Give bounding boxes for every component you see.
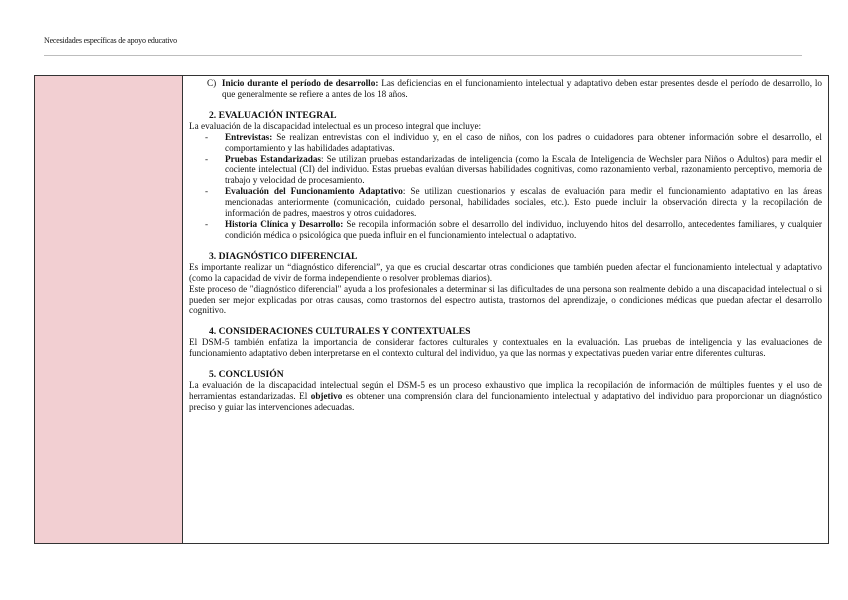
list-item-bold: Pruebas Estandarizadas <box>225 153 321 164</box>
section5-text-b: es obtener una comprensión clara del funcionamiento intelectual y adaptativo del individuo para proporcionar un diagnóstico preciso y guiar las intervenciones adecuadas. <box>189 391 822 412</box>
left-color-cell <box>35 76 183 543</box>
section3-title: 3. DIAGNÓSTICO DIFERENCIAL <box>209 250 358 262</box>
list-item-bold: Historia Clínica y Desarrollo: <box>225 218 344 229</box>
page-header-title: Necesidades específicas de apoyo educativo <box>44 36 177 45</box>
section5-bold: objetivo <box>310 391 343 402</box>
list-item <box>225 132 822 154</box>
section2-title: 2. EVALUACIÓN INTEGRAL <box>209 109 337 121</box>
item-c <box>189 78 822 100</box>
item-c-bold: Inicio durante el período de desarrollo: <box>221 78 379 88</box>
section3-paragraph-1: Es importante realizar un “diagnóstico diferencial”, ya que es crucial descartar otras condiciones que también pueden afectar el funcionamiento intelectual y adaptativo (como la capacidad de vivir de forma independiente o resolver problemas diarios). <box>189 261 822 283</box>
list-item <box>225 154 822 187</box>
list-item-text: Se realizan entrevistas con el individuo y, en el caso de niños, con los padres o cuidadores para obtener información sobre el desarrollo, el comportamiento y las habilidades adaptativas. <box>225 131 822 153</box>
item-c-prefix: C) <box>207 78 217 88</box>
list-item-text: : Se utilizan pruebas estandarizadas de inteligencia (como la Escala de Inteligencia de Wechsler para Niños o Adultos) para medir el cociente intelectual (CI) del individuo. Estas pruebas evalúan diversas habilidades cognitivas, como razonamiento verbal, razonamiento perceptivo, memoria de trabajo y velocidad de procesamiento. <box>225 153 822 186</box>
content-table <box>34 75 829 544</box>
section5-paragraph <box>189 380 822 413</box>
section4-title: 4. CONSIDERACIONES CULTURALES Y CONTEXTUALES <box>209 326 471 338</box>
section3-paragraph-2: Este proceso de "diagnóstico diferencial" ayuda a los profesionales a determinar si las dificultades de una persona son realmente debido a una discapacidad intelectual o si pueden ser mejor explicadas por otras causas, como trastornos del espectro autista, trastornos del aprendizaje, o condiciones médicas que puedan afectar el desarrollo cognitivo. <box>189 283 822 316</box>
list-item <box>225 186 822 219</box>
right-content-cell <box>183 76 828 543</box>
item-c-text: Las deficiencias en el funcionamiento intelectual y adaptativo deben estar presentes desde el período de desarrollo, lo que generalmente se refiere a antes de los 18 años. <box>222 78 823 99</box>
list-item <box>225 219 822 241</box>
section5-title: 5. CONCLUSIÓN <box>209 369 284 381</box>
section2-intro: La evaluación de la discapacidad intelectual es un proceso integral que incluye: <box>189 120 482 131</box>
section2-list <box>189 132 822 241</box>
list-item-text: Se recopila información sobre el desarrollo del individuo, incluyendo hitos del desarrollo, antecedentes familiares, y cualquier condición médica o psicológica que pueda influir en el funcionamiento intelectual o adaptativo. <box>225 218 822 240</box>
list-item-bold: Entrevistas: <box>225 131 273 142</box>
header-divider <box>44 55 802 56</box>
section4-paragraph: El DSM-5 también enfatiza la importancia de considerar factores culturales y contextuales en la evaluación. Las pruebas de inteligencia y las evaluaciones de funcionamiento adaptativo deben interpretarse en el contexto cultural del individuo, ya que las normas y expectativas pueden variar entre diferentes culturas. <box>189 337 822 359</box>
list-item-text: : Se utilizan cuestionarios y escalas de evaluación para medir el funcionamiento adaptativo en las áreas mencionadas anteriormente (comunicación, cuidado personal, habilidades sociales, etc.). Esto puede incluir la observación directa y la recopilación de información de padres, maestros y otros cuidadores. <box>225 186 822 219</box>
section5-text-a: La evaluación de la discapacidad intelectual según el DSM-5 es un proceso exhaustivo que implica la recopilación de información de múltiples fuentes y el uso de herramientas estandarizadas. El <box>189 380 822 402</box>
list-item-bold: Evaluación del Funcionamiento Adaptativo <box>225 186 403 197</box>
